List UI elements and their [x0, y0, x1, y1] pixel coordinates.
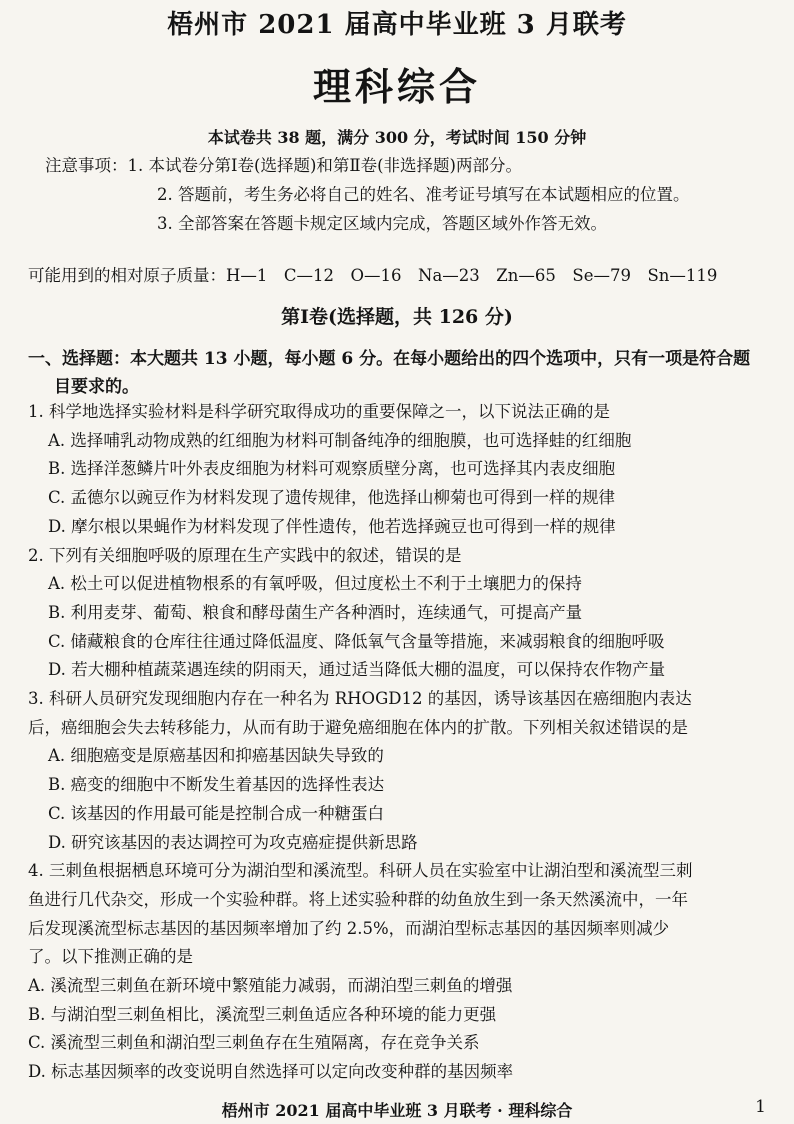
option-a: A. 选择哺乳动物成熟的红细胞为材料可制备纯净的细胞膜，也可选择蛙的红细胞	[48, 430, 632, 450]
question-stem-continued: 鱼进行几代杂交，形成一个实验种群。将上述实验种群的幼鱼放生到一条天然溪流中，一年	[28, 889, 688, 909]
notice-item: 3. 全部答案在答题卡规定区域内完成，答题区域外作答无效。	[157, 214, 607, 233]
notice-row-1	[45, 151, 690, 180]
option-b: B. 利用麦芽、葡萄、粮食和酵母菌生产各种酒时，连续通气，可提高产量	[48, 602, 583, 622]
option-c: C. 孟德尔以豌豆作为材料发现了遗传规律，他选择山柳菊也可得到一样的规律	[48, 488, 616, 508]
question-stem: 4. 三刺鱼根据栖息环境可分为湖泊型和溪流型。科研人员在实验室中让湖泊型和溪流型三刺	[28, 861, 693, 881]
question-stem: 2. 下列有关细胞呼吸的原理在生产实践中的叙述，错误的是	[28, 545, 462, 565]
question-stem-continued: 后发现溪流型标志基因的基因频率增加了约 2.5%，而湖泊型标志基因的基因频率则减少	[28, 918, 670, 938]
exam-info: 本试卷共 38 题，满分 300 分，考试时间 150 分钟	[207, 128, 587, 147]
notice-lead: 注意事项：	[45, 156, 128, 175]
question-list	[28, 398, 780, 1087]
option-c: C. 该基因的作用最可能是控制合成一种糖蛋白	[48, 803, 385, 823]
question-stem: 1. 科学地选择实验材料是科学研究取得成功的重要保障之一，以下说法正确的是	[28, 402, 610, 421]
option-b: B. 选择洋葱鳞片叶外表皮细胞为材料可观察质壁分离，也可选择其内表皮细胞	[48, 459, 616, 479]
notice-row-2	[45, 180, 690, 209]
question-4	[28, 857, 780, 1087]
option-b: B. 与湖泊型三刺鱼相比，溪流型三刺鱼适应各种环境的能力更强	[28, 1004, 497, 1024]
part-one-line-2: 目要求的。	[54, 377, 139, 397]
option-a: A. 细胞癌变是原癌基因和抑癌基因缺失导致的	[48, 746, 384, 766]
page-number: 1	[755, 1097, 766, 1117]
question-stem-continued: 后，癌细胞会失去转移能力，从而有助于避免癌细胞在体内的扩散。下列相关叙述错误的是	[28, 717, 688, 737]
part-one-line-1: 一、选择题：本大题共 13 小题，每小题 6 分。在每小题给出的四个选项中，只有一项是符合题	[28, 349, 751, 369]
part-one-instructions	[28, 345, 778, 401]
exam-title: 梧州市 2021 届高中毕业班 3 月联考	[167, 10, 627, 40]
question-2	[28, 542, 780, 686]
notice-item: 2. 答题前，考生务必将自己的姓名、准考证号填写在本试题相应的位置。	[157, 185, 690, 204]
question-1	[28, 398, 780, 542]
option-d: D. 摩尔根以果蝇作为材料发现了伴性遗传，他若选择豌豆也可得到一样的规律	[48, 516, 616, 536]
question-stem-continued: 了。以下推测正确的是	[28, 947, 193, 967]
option-d: D. 研究该基因的表达调控可为攻克癌症提供新思路	[48, 832, 418, 852]
subject-title: 理科综合	[312, 64, 481, 109]
option-d: D. 标志基因频率的改变说明自然选择可以定向改变种群的基因频率	[28, 1062, 514, 1082]
notice-block	[45, 151, 690, 238]
option-d: D. 若大棚种植蔬菜遇连续的阴雨天，通过适当降低大棚的温度，可以保持农作物产量	[48, 660, 666, 680]
notice-item: 1. 本试卷分第Ⅰ卷(选择题)和第Ⅱ卷(非选择题)两部分。	[127, 156, 522, 175]
question-stem: 3. 科研人员研究发现细胞内存在一种名为 RHOGD12 的基因，诱导该基因在癌细胞内表达	[28, 689, 692, 709]
section-heading: 第Ⅰ卷(选择题，共 126 分)	[281, 306, 513, 328]
question-3	[28, 685, 780, 857]
option-c: C. 储藏粮食的仓库往往通过降低温度、降低氧气含量等措施，来减弱粮食的细胞呼吸	[48, 631, 665, 651]
option-b: B. 癌变的细胞中不断发生着基因的选择性表达	[48, 775, 385, 795]
option-c: C. 溪流型三刺鱼和湖泊型三刺鱼存在生殖隔离，存在竞争关系	[28, 1033, 480, 1053]
page-footer: 梧州市 2021 届高中毕业班 3 月联考 · 理科综合	[221, 1101, 573, 1120]
atomic-masses: 可能用到的相对原子质量：H—1 C—12 O—16 Na—23 Zn—65 Se—79 Sn—119	[28, 266, 718, 285]
option-a: A. 松土可以促进植物根系的有氧呼吸，但过度松土不利于土壤肥力的保持	[48, 574, 582, 594]
notice-row-3	[45, 209, 690, 238]
option-a: A. 溪流型三刺鱼在新环境中繁殖能力减弱，而湖泊型三刺鱼的增强	[28, 976, 513, 996]
